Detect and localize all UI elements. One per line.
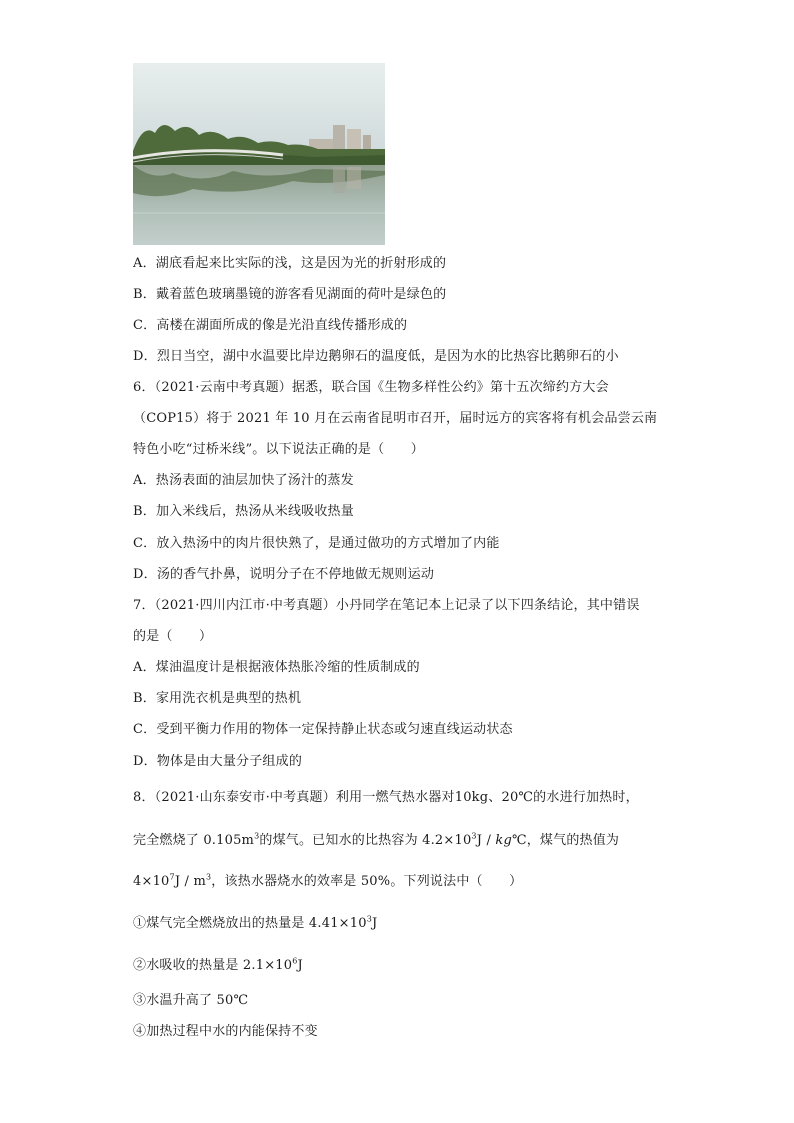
q7-option-c: C．受到平衡力作用的物体一定保持静止状态或匀速直线运动状态	[133, 722, 513, 737]
q8-stem-line-3	[133, 872, 522, 892]
q8-exponent: 7	[169, 872, 175, 882]
q8-stem-text: 的煤气。已知水的比热容为 4.2×10	[259, 833, 472, 848]
q7-option-b: B．家用洗衣机是典型的热机	[133, 691, 302, 706]
q8-stem-text: 的水进行加热时，	[533, 790, 639, 805]
q7-stem-line-2: 的是（ ）	[133, 629, 213, 644]
q5-option-d: D．烈日当空，湖中水温要比岸边鹅卵石的温度低，是因为水的比热容比鹅卵石的小	[133, 349, 619, 364]
q8-exponent: 3	[366, 914, 373, 924]
q8-statement-2	[133, 956, 303, 976]
q8-unit-kg: kg	[495, 833, 512, 848]
q7-stem-line-1: 7．（2021·四川内江市·中考真题）小丹同学在笔记本上记录了以下四条结论，其中错误	[133, 598, 640, 613]
q6-option-c: C．放入热汤中的肉片很快熟了，是通过做功的方式增加了内能	[133, 536, 500, 551]
q6-stem-line-1: 6．（2021·云南中考真题）据悉，联合国《生物多样性公约》第十五次缔约方大会	[133, 380, 609, 395]
lake-photo	[133, 63, 385, 245]
q8-mass-value: 10kg	[454, 790, 489, 805]
q8-exponent: 3	[254, 831, 260, 841]
q8-stem-text: 8．（2021·山东泰安市·中考真题）利用一燃气热水器对	[133, 790, 455, 805]
q8-exponent: 3	[206, 872, 212, 882]
q6-option-b: B．加入米线后，热汤从米线吸收热量	[133, 504, 354, 519]
q5-option-b: B．戴着蓝色玻璃墨镜的游客看见湖面的荷叶是绿色的	[133, 287, 447, 302]
q8-stem-text: 完全燃烧了 0.105m	[133, 833, 255, 848]
q8-statement-3: ③水温升高了 50℃	[133, 993, 249, 1008]
q8-statement-1	[133, 914, 377, 934]
q8-stem-text: ℃，煤气的热值为	[511, 833, 620, 848]
q5-option-a: A．湖底看起来比实际的浅，这是因为光的折射形成的	[133, 256, 447, 271]
q8-unit: J / m	[174, 874, 206, 889]
q5-option-c: C．高楼在湖面所成的像是光沿直线传播形成的	[133, 318, 408, 333]
q6-option-d: D．汤的香气扑鼻，说明分子在不停地做无规则运动	[133, 567, 435, 582]
q8-stem-line-2	[133, 831, 619, 851]
q7-option-a: A．煤油温度计是根据液体热胀冷缩的性质制成的	[133, 660, 420, 675]
q8-stem-text: ，该热水器烧水的效率是 50%。下列说法中（ ）	[211, 874, 523, 889]
q6-option-a: A．热汤表面的油层加快了汤汁的蒸发	[133, 473, 354, 488]
q6-stem-line-3: 特色小吃“过桥米线”。以下说法正确的是（ ）	[133, 442, 424, 457]
q7-option-d: D．物体是由大量分子组成的	[133, 754, 303, 769]
q8-statement-4: ④加热过程中水的内能保持不变	[133, 1024, 318, 1039]
q8-statement-unit: J	[297, 958, 303, 973]
q8-temperature-value: 20℃	[501, 790, 534, 805]
q8-statement-text: ①煤气完全燃烧放出的热量是 4.41×10	[133, 916, 367, 931]
q8-unit: J /	[476, 833, 496, 848]
q8-heat-value: 4×10	[133, 874, 170, 889]
q8-stem-line-1	[133, 788, 639, 808]
q8-statement-text: ②水吸收的热量是 2.1×10	[133, 958, 293, 973]
q8-exponent: 6	[292, 956, 298, 966]
q8-separator: 、	[488, 790, 502, 805]
q8-statement-unit: J	[372, 916, 378, 931]
q6-stem-line-2: （COP15）将于 2021 年 10 月在云南省昆明市召开，届时远方的宾客将有机会品尝云南	[133, 411, 658, 426]
q8-exponent: 3	[471, 831, 477, 841]
